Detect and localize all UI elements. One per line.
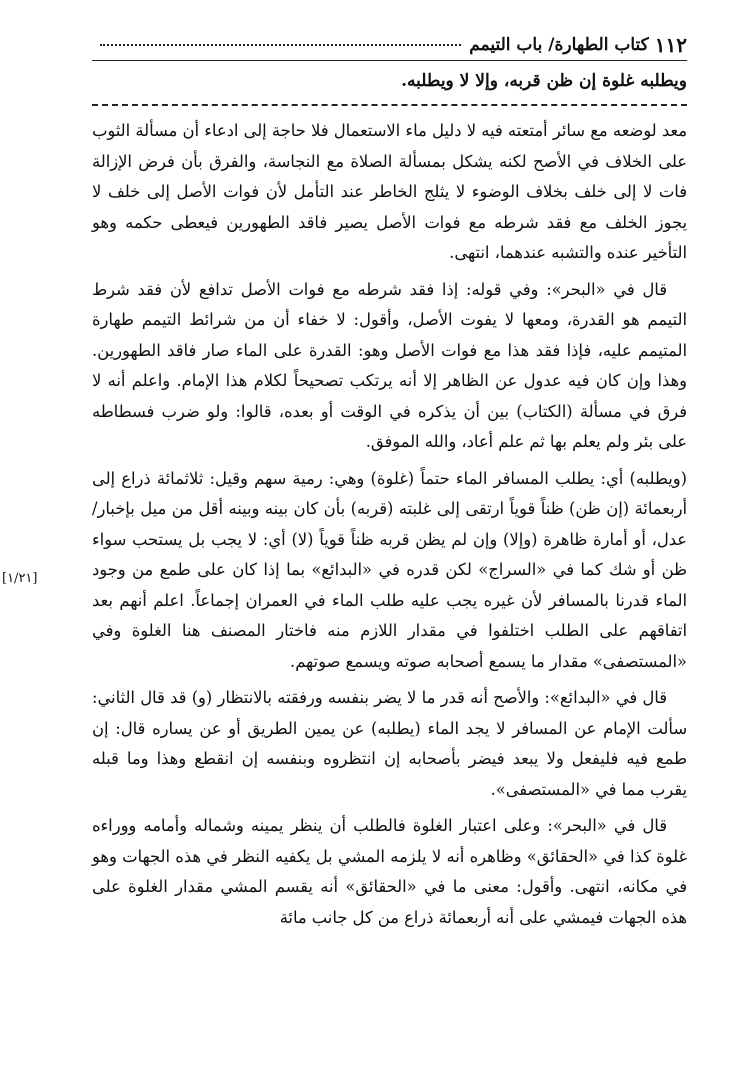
- paragraph-2: قال في «البحر»: وفي قوله: إذا فقد شرطه مع فوات الأصل تدافع لأن فقد شرط التيمم هو القدرة، ومعها لا يفوت الأصل، وأقول: لا خفاء أن من شرائط التيمم طهارة المتيمم عليه، فإذا فقد هذا مع فوات الأصل وهو: القدرة على الماء صار فاقد الطهورين. وهذا وإن كان فيه عدول عن الظاهر إلا أنه يرتكب تصحيحاً لكلام هذا الإمام. واعلم أنه لا فرق في مسألة (الكتاب) بين أن يذكره في الوقت أو بعده، قالوا: ولو ضرب فسطاطه على بئر ولم يعلم بها ثم علم أعاد، والله الموفق.: [92, 279, 687, 451]
- page-body: [92, 64, 687, 939]
- paragraph-4: قال في «البدائع»: والأصح أنه قدر ما لا يضر بنفسه ورفقته بالانتظار (و) قد قال الثاني: سألت الإمام عن المسافر لا يجد الماء (يطلبه) عن يمين الطريق أو عن يساره قال: إن طمع فيه فليفعل ولا يبعد فيضر بأصحابه إن انتظروه وبنفسه إن انقطع وهذا وما قبله يقرب مما في «المستصفى».: [92, 688, 687, 799]
- header-rule: [92, 60, 687, 61]
- paragraph-1: معد لوضعه مع سائر أمتعته فيه لا دليل ماء الاستعمال فلا حاجة إلى ادعاء أن مسألة الثوب على الخلاف في الأصح لكنه يشكل بمسألة الصلاة مع النجاسة، والفرق بأن فرض الإزالة فات لا إلى خلف بخلاف الوضوء لا يثلج الخاطر عند التأمل لأن فوات الأصل إلى خلف لا يجوز الخلف مع فقد شرطه مع فوات الأصل يصير فاقد الطهورين فيعطى حكمه وهو التأخير عنده والتشبه عندهما، انتهى.: [92, 121, 687, 262]
- header-leader-dots: [100, 44, 461, 46]
- margin-reference: [١/٢١]: [2, 571, 38, 586]
- running-title: كتاب الطهارة/ باب التيمم: [469, 35, 649, 55]
- page-header: [92, 28, 687, 62]
- matn-text: ويطلبه غلوة إن ظن قربه، وإلا لا ويطلبه.: [401, 71, 687, 91]
- paragraph-3: (ويطلبه) أي: يطلب المسافر الماء حتماً (غلوة) وهي: رمية سهم وقيل: ثلاثمائة ذراع إلى أربعمائة (إن ظن) ظناً قوياً ارتقى إلى غلبته (قربه) بأن كان بينه وبينه أقل من ميل بإخبار/ عدل، أو أمارة ظاهرة (وإلا) وإن لم يظن قربه ظناً قوياً (لا) أي: لا يجب بل يستحب سواء ظن أو شك كما في «السراج» لكن قدره في «البدائع» بما إذا كان على طمع من وجود الماء قدرنا بالمسافر لأن غيره يجب عليه طلب الماء في العمران إجماعاً. اعلم أنهم بعد اتفاقهم على الطلب اختلفوا في مقدار اللازم منه فاختار المصنف هنا الغلوة وفي «المستصفى» مقدار ما يسمع أصحابه صوته ويسمع صوتهم.: [92, 468, 687, 671]
- page-number: ١١٢: [654, 33, 687, 57]
- matn-separator: [92, 104, 687, 106]
- paragraph-5: قال في «البحر»: وعلى اعتبار الغلوة فالطلب أن ينظر يمينه وشماله وأمامه ووراءه غلوة كذا في «الحقائق» وظاهره أنه لا يلزمه المشي بل يكفيه النظر في هذه الجهات وهو في مكانه، انتهى. وأقول: معنى ما في «الحقائق» أنه يقسم المشي مقدار الغلوة على هذه الجهات فيمشي على أنه أربعمائة ذراع من كل جانب مائة: [92, 816, 687, 927]
